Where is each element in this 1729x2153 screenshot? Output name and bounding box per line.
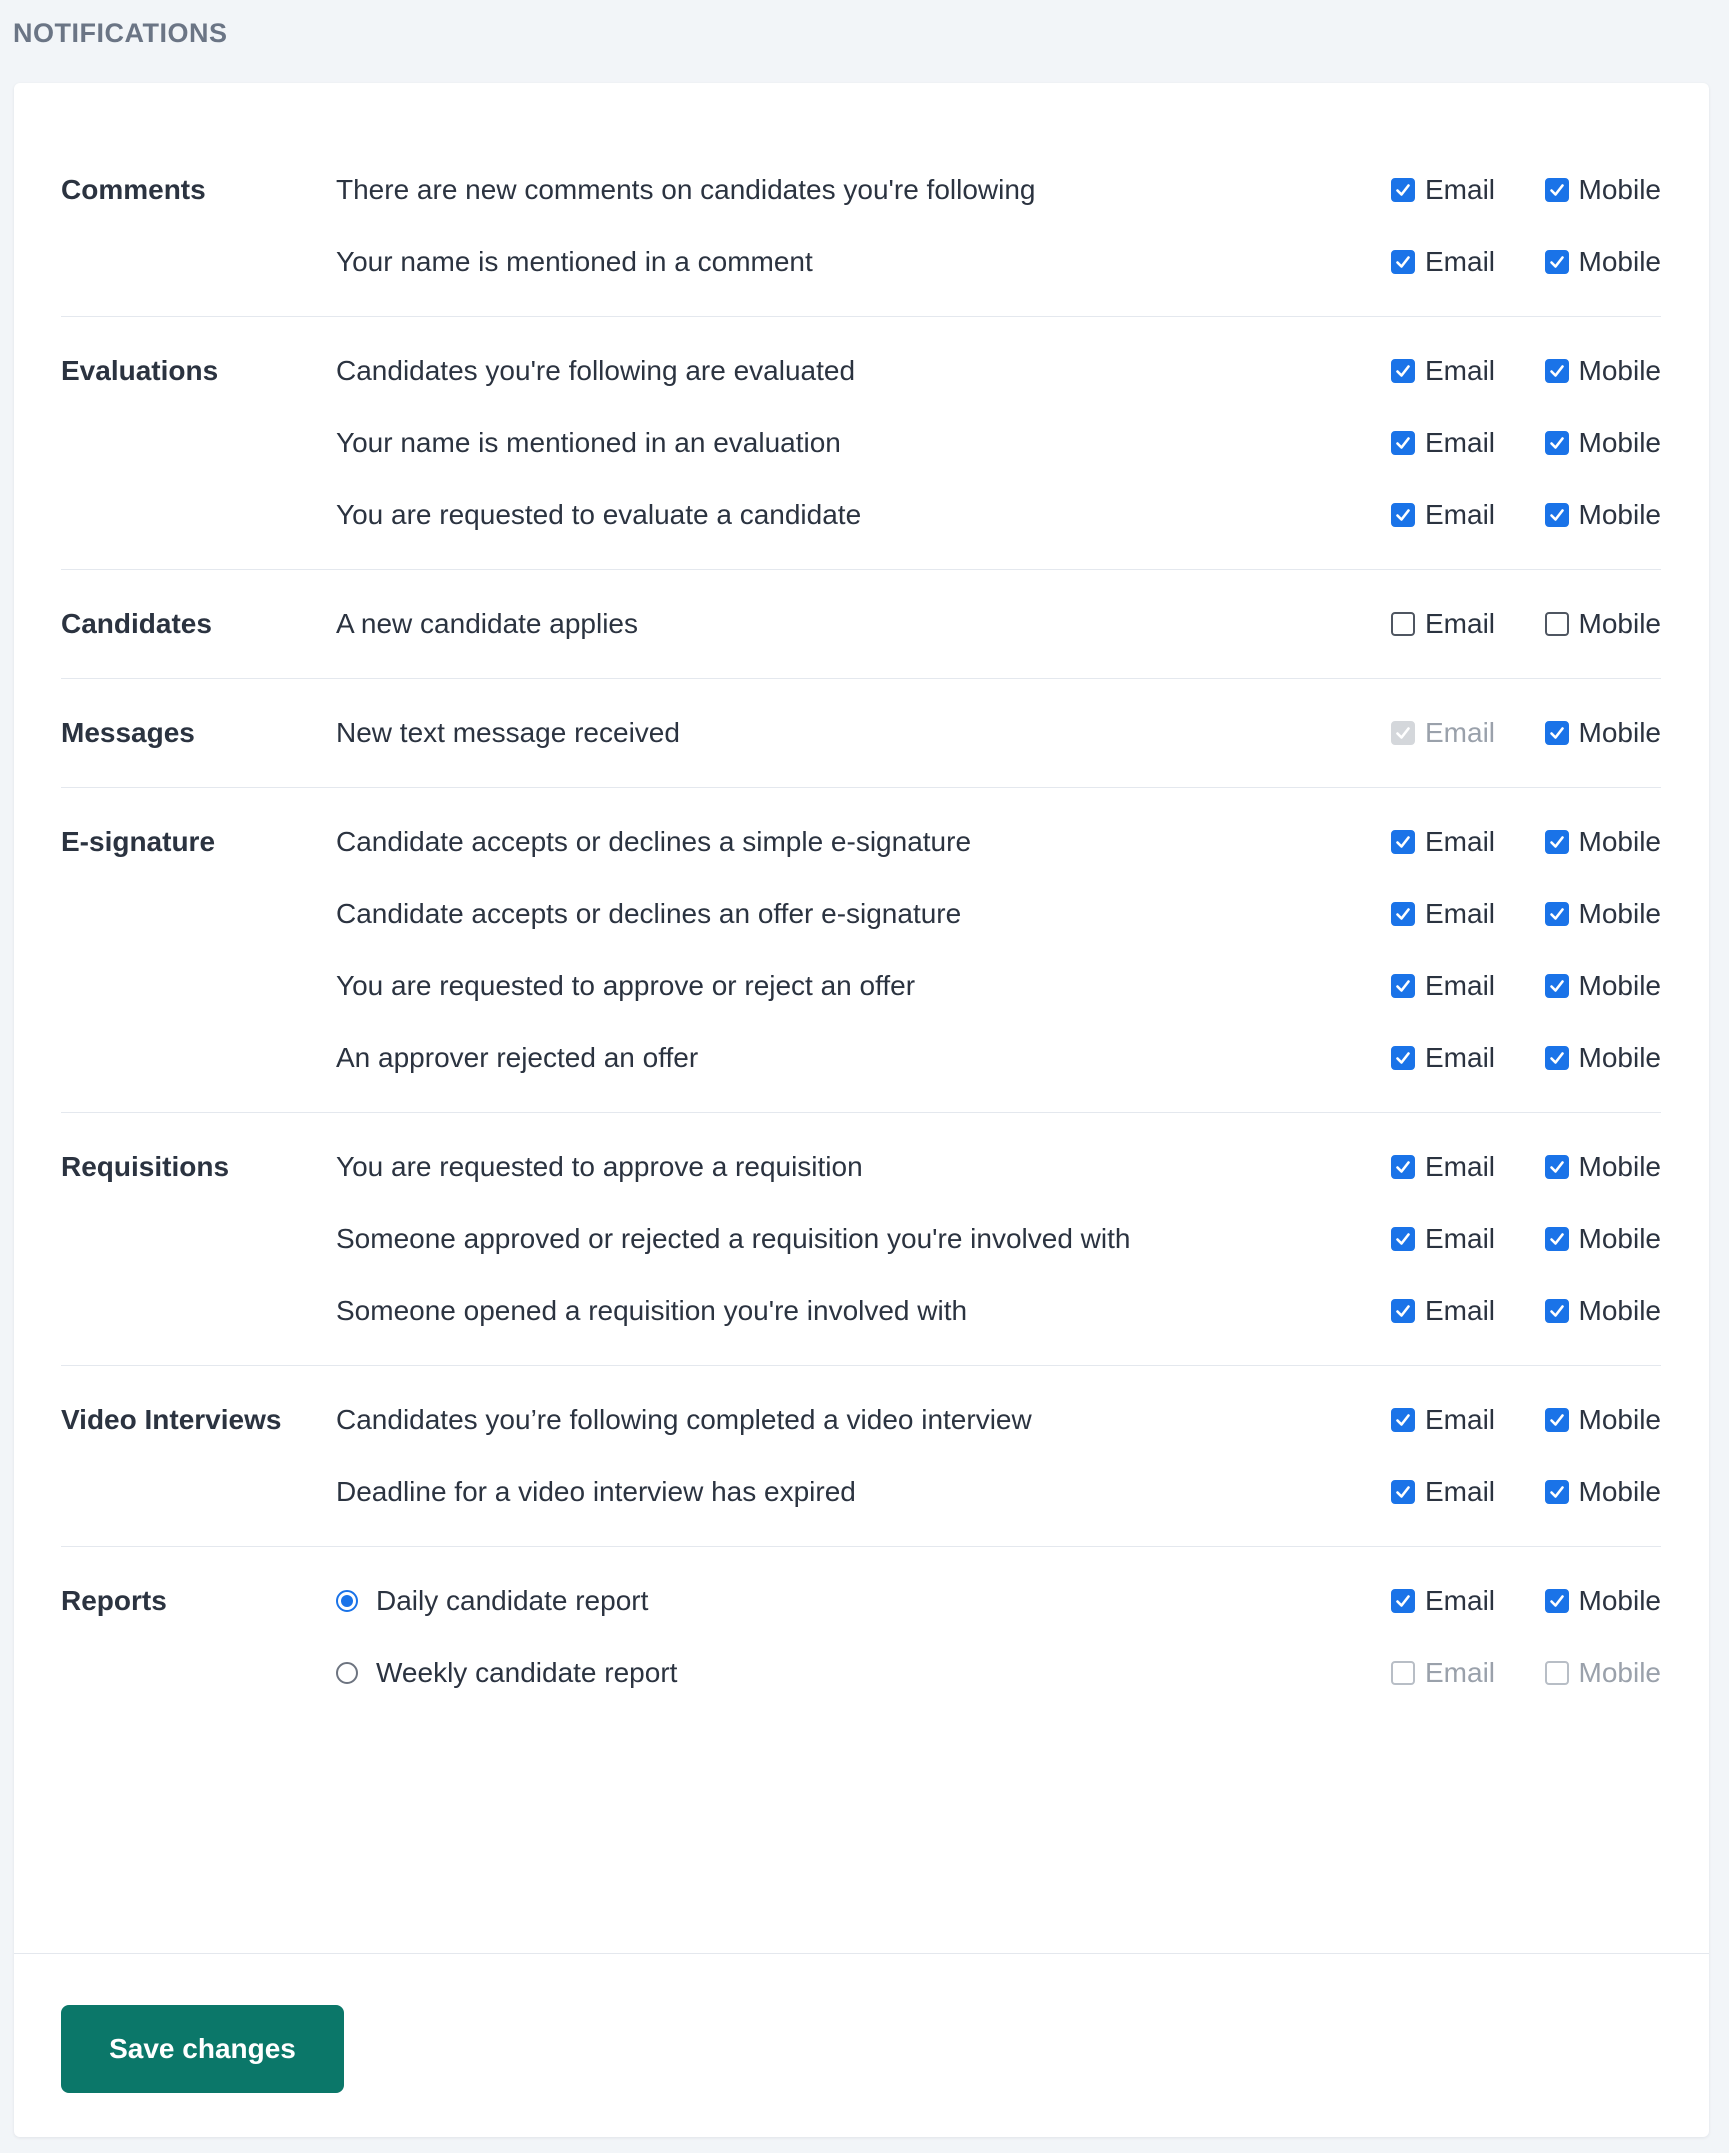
notification-row [336, 407, 1661, 479]
section-video-interviews [61, 1366, 1661, 1547]
mobile-checkbox[interactable] [1545, 974, 1569, 998]
notification-description: Candidates you’re following completed a video interview [336, 1404, 1032, 1435]
mobile-option[interactable] [1541, 717, 1661, 749]
mobile-checkbox[interactable] [1545, 1046, 1569, 1070]
notification-description: New text message received [336, 717, 680, 748]
notification-sections [61, 136, 1661, 1727]
checkmark-icon [1548, 833, 1566, 851]
mobile-checkbox[interactable] [1545, 359, 1569, 383]
email-checkbox[interactable] [1391, 974, 1415, 998]
notification-description: Someone approved or rejected a requisition you're involved with [336, 1223, 1131, 1254]
checkmark-icon [1548, 1158, 1566, 1176]
checkmark-icon [1548, 253, 1566, 271]
notification-description: You are requested to approve a requisition [336, 1151, 863, 1182]
notification-row [336, 697, 1661, 769]
notification-row-text [336, 1404, 1391, 1436]
notification-description: Candidate accepts or declines an offer e-signature [336, 898, 962, 929]
notification-row-text [336, 1476, 1391, 1508]
checkmark-icon [1394, 977, 1412, 995]
checkmark-icon [1394, 1302, 1412, 1320]
mobile-label: Mobile [1578, 1042, 1661, 1073]
notification-description: There are new comments on candidates you're following [336, 174, 1036, 205]
notification-row-text [336, 355, 1391, 387]
notification-row-text [336, 898, 1391, 930]
section-rows [336, 588, 1661, 660]
checkmark-icon [1548, 977, 1566, 995]
checkmark-icon [1394, 362, 1412, 380]
mobile-label: Mobile [1578, 1657, 1661, 1688]
checkmark-icon [1394, 1049, 1412, 1067]
section-rows [336, 1565, 1661, 1709]
email-checkbox[interactable] [1391, 431, 1415, 455]
email-option[interactable] [1391, 1476, 1541, 1508]
checkmark-icon [1548, 1302, 1566, 1320]
card-footer [14, 1953, 1709, 2137]
email-option[interactable] [1391, 898, 1541, 930]
mobile-option[interactable] [1541, 355, 1661, 387]
mobile-option[interactable] [1541, 898, 1661, 930]
notification-row-text [336, 970, 1391, 1002]
email-label: Email [1425, 898, 1496, 929]
section-label: E-signature [61, 826, 216, 857]
notification-row-text [336, 608, 1391, 640]
mobile-checkbox[interactable] [1545, 431, 1569, 455]
mobile-option[interactable] [1541, 826, 1661, 858]
notification-description: A new candidate applies [336, 608, 638, 639]
notification-row-text [336, 826, 1391, 858]
checkmark-icon [1394, 506, 1412, 524]
notification-row [336, 950, 1661, 1022]
email-checkbox[interactable] [1391, 178, 1415, 202]
section-label: Requisitions [61, 1151, 230, 1182]
report-frequency-radio[interactable] [336, 1662, 358, 1684]
mobile-option[interactable] [1541, 499, 1661, 531]
email-option[interactable] [1391, 1404, 1541, 1436]
section-reports [61, 1547, 1661, 1727]
section-label: Comments [61, 174, 206, 205]
email-option[interactable] [1391, 174, 1541, 206]
section-rows [336, 154, 1661, 298]
mobile-label: Mobile [1578, 898, 1661, 929]
email-checkbox [1391, 721, 1415, 745]
notification-row [336, 878, 1661, 950]
email-checkbox[interactable] [1391, 830, 1415, 854]
checkmark-icon [1548, 1049, 1566, 1067]
email-label: Email [1425, 427, 1496, 458]
mobile-checkbox [1545, 1661, 1569, 1685]
checkmark-icon [1394, 1483, 1412, 1501]
notification-row-text [336, 499, 1391, 531]
mobile-option[interactable] [1541, 608, 1661, 640]
notification-row [336, 1637, 1661, 1709]
email-option [1391, 1657, 1541, 1689]
mobile-label: Mobile [1578, 826, 1661, 857]
email-label: Email [1425, 826, 1496, 857]
mobile-label: Mobile [1578, 1295, 1661, 1326]
notification-row-text [336, 1295, 1391, 1327]
checkmark-icon [1548, 1483, 1566, 1501]
notification-row-text [336, 1151, 1391, 1183]
notification-description: You are requested to approve or reject an offer [336, 970, 916, 1001]
email-option[interactable] [1391, 427, 1541, 459]
checkmark-icon [1394, 724, 1412, 742]
email-checkbox[interactable] [1391, 359, 1415, 383]
notification-description: Weekly candidate report [376, 1657, 678, 1688]
mobile-option[interactable] [1541, 1151, 1661, 1183]
email-checkbox[interactable] [1391, 1227, 1415, 1251]
section-label: Evaluations [61, 355, 219, 386]
email-checkbox [1391, 1661, 1415, 1685]
section-messages [61, 679, 1661, 788]
mobile-checkbox[interactable] [1545, 612, 1569, 636]
checkmark-icon [1394, 181, 1412, 199]
mobile-checkbox[interactable] [1545, 178, 1569, 202]
checkmark-icon [1394, 1230, 1412, 1248]
email-option[interactable] [1391, 1223, 1541, 1255]
mobile-checkbox[interactable] [1545, 1589, 1569, 1613]
email-checkbox[interactable] [1391, 1299, 1415, 1323]
mobile-checkbox[interactable] [1545, 1299, 1569, 1323]
email-option[interactable] [1391, 246, 1541, 278]
email-label: Email [1425, 1042, 1496, 1073]
email-option[interactable] [1391, 608, 1541, 640]
email-label: Email [1425, 246, 1496, 277]
section-comments [61, 136, 1661, 317]
section-rows [336, 1384, 1661, 1528]
notification-description: Your name is mentioned in a comment [336, 246, 813, 277]
mobile-label: Mobile [1578, 1223, 1661, 1254]
section-label: Video Interviews [61, 1404, 282, 1435]
notification-row [336, 154, 1661, 226]
notification-description: Your name is mentioned in an evaluation [336, 427, 841, 458]
mobile-option[interactable] [1541, 970, 1661, 1002]
mobile-label: Mobile [1578, 355, 1661, 386]
email-checkbox[interactable] [1391, 612, 1415, 636]
radio-dot-icon [341, 1595, 353, 1607]
mobile-option[interactable] [1541, 174, 1661, 206]
email-checkbox[interactable] [1391, 1480, 1415, 1504]
section-rows [336, 806, 1661, 1094]
email-option[interactable] [1391, 1151, 1541, 1183]
email-option[interactable] [1391, 1042, 1541, 1074]
notification-row-text [336, 1657, 1391, 1689]
notification-row-text [336, 1585, 1391, 1617]
email-option[interactable] [1391, 499, 1541, 531]
notification-description: Candidate accepts or declines a simple e-signature [336, 826, 972, 857]
notification-row [336, 1456, 1661, 1528]
email-checkbox[interactable] [1391, 1046, 1415, 1070]
email-label: Email [1425, 1151, 1496, 1182]
email-option[interactable] [1391, 970, 1541, 1002]
notification-row [336, 226, 1661, 298]
section-e-signature [61, 788, 1661, 1113]
notification-row-text [336, 717, 1391, 749]
email-label: Email [1425, 355, 1496, 386]
mobile-label: Mobile [1578, 1151, 1661, 1182]
email-label: Email [1425, 1585, 1496, 1616]
checkmark-icon [1548, 1411, 1566, 1429]
notification-row [336, 335, 1661, 407]
email-option [1391, 717, 1541, 749]
notification-description: An approver rejected an offer [336, 1042, 699, 1073]
mobile-label: Mobile [1578, 1585, 1661, 1616]
email-label: Email [1425, 1657, 1496, 1688]
mobile-option[interactable] [1541, 1585, 1661, 1617]
section-rows [336, 697, 1661, 769]
mobile-label: Mobile [1578, 608, 1661, 639]
email-label: Email [1425, 499, 1496, 530]
mobile-option [1541, 1657, 1661, 1689]
checkmark-icon [1394, 253, 1412, 271]
email-checkbox[interactable] [1391, 1155, 1415, 1179]
checkmark-icon [1394, 833, 1412, 851]
mobile-option[interactable] [1541, 1295, 1661, 1327]
email-label: Email [1425, 1404, 1496, 1435]
email-option[interactable] [1391, 826, 1541, 858]
notification-row [336, 1384, 1661, 1456]
email-checkbox[interactable] [1391, 902, 1415, 926]
checkmark-icon [1548, 905, 1566, 923]
checkmark-icon [1394, 905, 1412, 923]
notification-description: Deadline for a video interview has expired [336, 1476, 856, 1507]
checkmark-icon [1394, 434, 1412, 452]
mobile-label: Mobile [1578, 499, 1661, 530]
email-label: Email [1425, 1476, 1496, 1507]
mobile-checkbox[interactable] [1545, 1155, 1569, 1179]
checkmark-icon [1548, 1592, 1566, 1610]
mobile-label: Mobile [1578, 174, 1661, 205]
mobile-checkbox[interactable] [1545, 250, 1569, 274]
mobile-label: Mobile [1578, 717, 1661, 748]
notification-row-text [336, 427, 1391, 459]
mobile-label: Mobile [1578, 970, 1661, 1001]
checkmark-icon [1394, 1592, 1412, 1610]
mobile-checkbox[interactable] [1545, 1227, 1569, 1251]
notification-row [336, 1565, 1661, 1637]
mobile-checkbox[interactable] [1545, 902, 1569, 926]
email-checkbox[interactable] [1391, 250, 1415, 274]
email-label: Email [1425, 608, 1496, 639]
mobile-checkbox[interactable] [1545, 830, 1569, 854]
email-label: Email [1425, 1223, 1496, 1254]
email-option[interactable] [1391, 1295, 1541, 1327]
notification-row-text [336, 1223, 1391, 1255]
notification-row [336, 588, 1661, 660]
email-option[interactable] [1391, 1585, 1541, 1617]
checkmark-icon [1548, 181, 1566, 199]
section-rows [336, 335, 1661, 551]
section-candidates [61, 570, 1661, 679]
mobile-label: Mobile [1578, 1404, 1661, 1435]
checkmark-icon [1394, 1158, 1412, 1176]
mobile-label: Mobile [1578, 1476, 1661, 1507]
email-label: Email [1425, 970, 1496, 1001]
section-label: Candidates [61, 608, 212, 639]
mobile-checkbox[interactable] [1545, 503, 1569, 527]
mobile-option[interactable] [1541, 1476, 1661, 1508]
mobile-option[interactable] [1541, 246, 1661, 278]
checkmark-icon [1548, 724, 1566, 742]
mobile-option[interactable] [1541, 1404, 1661, 1436]
notification-row-text [336, 246, 1391, 278]
notifications-card [14, 83, 1709, 2137]
email-checkbox[interactable] [1391, 503, 1415, 527]
report-frequency-radio[interactable] [336, 1590, 358, 1612]
notification-description: Someone opened a requisition you're involved with [336, 1295, 968, 1326]
email-checkbox[interactable] [1391, 1408, 1415, 1432]
checkmark-icon [1548, 1230, 1566, 1248]
email-label: Email [1425, 1295, 1496, 1326]
notification-row [336, 1131, 1661, 1203]
notification-row-text [336, 174, 1391, 206]
notification-row [336, 806, 1661, 878]
email-label: Email [1425, 717, 1496, 748]
notification-row [336, 1203, 1661, 1275]
mobile-label: Mobile [1578, 427, 1661, 458]
section-label: Reports [61, 1585, 167, 1616]
checkmark-icon [1548, 362, 1566, 380]
mobile-checkbox[interactable] [1545, 1408, 1569, 1432]
email-checkbox[interactable] [1391, 1589, 1415, 1613]
notification-description: Candidates you're following are evaluated [336, 355, 856, 386]
mobile-checkbox[interactable] [1545, 721, 1569, 745]
notification-description: You are requested to evaluate a candidate [336, 499, 862, 530]
checkmark-icon [1548, 434, 1566, 452]
mobile-label: Mobile [1578, 246, 1661, 277]
notification-row [336, 1275, 1661, 1347]
email-label: Email [1425, 174, 1496, 205]
checkmark-icon [1548, 506, 1566, 524]
mobile-option[interactable] [1541, 427, 1661, 459]
page-title: NOTIFICATIONS [13, 18, 228, 48]
section-requisitions [61, 1113, 1661, 1366]
mobile-option[interactable] [1541, 1223, 1661, 1255]
save-changes-button[interactable]: Save changes [61, 2005, 344, 2093]
notification-description: Daily candidate report [376, 1585, 649, 1616]
section-label: Messages [61, 717, 195, 748]
section-evaluations [61, 317, 1661, 570]
section-rows [336, 1131, 1661, 1347]
mobile-option[interactable] [1541, 1042, 1661, 1074]
email-option[interactable] [1391, 355, 1541, 387]
notification-row [336, 479, 1661, 551]
notification-row-text [336, 1042, 1391, 1074]
mobile-checkbox[interactable] [1545, 1480, 1569, 1504]
checkmark-icon [1394, 1411, 1412, 1429]
notification-row [336, 1022, 1661, 1094]
